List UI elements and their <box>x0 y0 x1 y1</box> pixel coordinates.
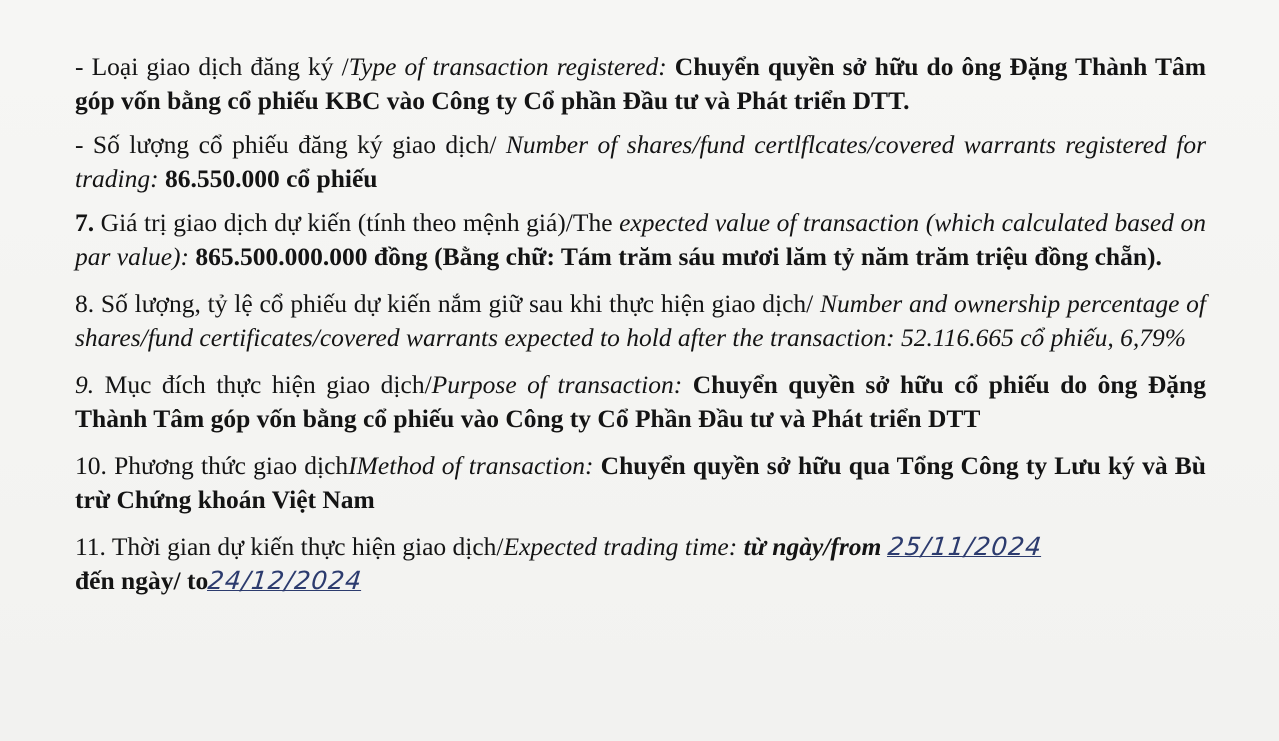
method-value: Chuyển quyền sở hữu qua Tổng Công ty Lưu ký và Bù trừ Chứng khoán Việt Nam <box>75 451 1206 514</box>
transaction-type-item <box>75 50 1206 118</box>
trading-time-from-label: từ ngày/from <box>737 532 888 561</box>
transaction-type-value: Chuyển quyền sở hữu do ông Đặng Thành Tâm góp vốn bằng cổ phiếu KBC vào Công ty Cổ phần Đầu tư và Phát triển DTT. <box>75 52 1206 115</box>
shares-quantity-prefix: - Số lượng cổ phiếu đăng ký giao dịch/ <box>75 130 506 159</box>
shares-quantity-item <box>75 128 1206 196</box>
transaction-type-prefix: - Loại giao dịch đăng ký / <box>75 52 349 81</box>
expected-value-number: 7. <box>75 208 95 237</box>
method-en: IMethod of transaction: <box>348 451 594 480</box>
purpose-prefix: Mục đích thực hiện giao dịch/ <box>94 370 432 399</box>
shares-quantity-value: 86.550.000 cổ phiếu <box>158 164 378 193</box>
purpose-value: Chuyển quyền sở hữu cổ phiếu do ông Đặng Thành Tâm góp vốn bằng cổ phiếu vào Công ty Cổ Phần Đầu tư và Phát triển DTT <box>75 370 1206 433</box>
shares-quantity-en: Number of shares/fund certlflcates/covered warrants registered for trading: <box>75 130 1206 193</box>
trading-time-to-label: đến ngày/ to <box>75 566 209 595</box>
method-item <box>75 449 1206 517</box>
expected-value-prefix: Giá trị giao dịch dự kiến (tính theo mệnh giá)/The <box>94 208 620 237</box>
expected-value-en: expected value of transaction (which calculated based on par value): <box>75 208 1206 271</box>
transaction-type-en: Type of transaction registered: <box>348 52 667 81</box>
method-prefix: 10. Phương thức giao dịch <box>75 451 349 480</box>
handwritten-from-date: 25/11/2024 <box>886 532 1044 561</box>
trading-time-prefix: 11. Thời gian dự kiến thực hiện giao dịch/ <box>75 532 504 561</box>
holding-after-prefix: 8. Số lượng, tỷ lệ cổ phiếu dự kiến nắm giữ sau khi thực hiện giao dịch/ <box>75 289 821 318</box>
purpose-item <box>75 368 1206 436</box>
expected-value-item <box>75 206 1206 274</box>
trading-time-en: Expected trading time: <box>503 532 738 561</box>
holding-after-en: Number and ownership percentage of shares/fund certificates/covered warrants expected to hold after the transaction: 52.116.665 cổ phiếu, 6,79% <box>75 289 1207 352</box>
holding-after-item <box>75 287 1206 355</box>
purpose-en: Purpose of transaction: <box>431 370 683 399</box>
purpose-number: 9. <box>75 370 95 399</box>
trading-time-item <box>75 530 1206 598</box>
handwritten-to-date: 24/12/2024 <box>206 566 364 595</box>
expected-value-amount: 865.500.000.000 đồng (Bằng chữ: Tám trăm sáu mươi lăm tỷ năm trăm triệu đồng chẵn). <box>189 242 1162 271</box>
document-body <box>75 50 1206 611</box>
